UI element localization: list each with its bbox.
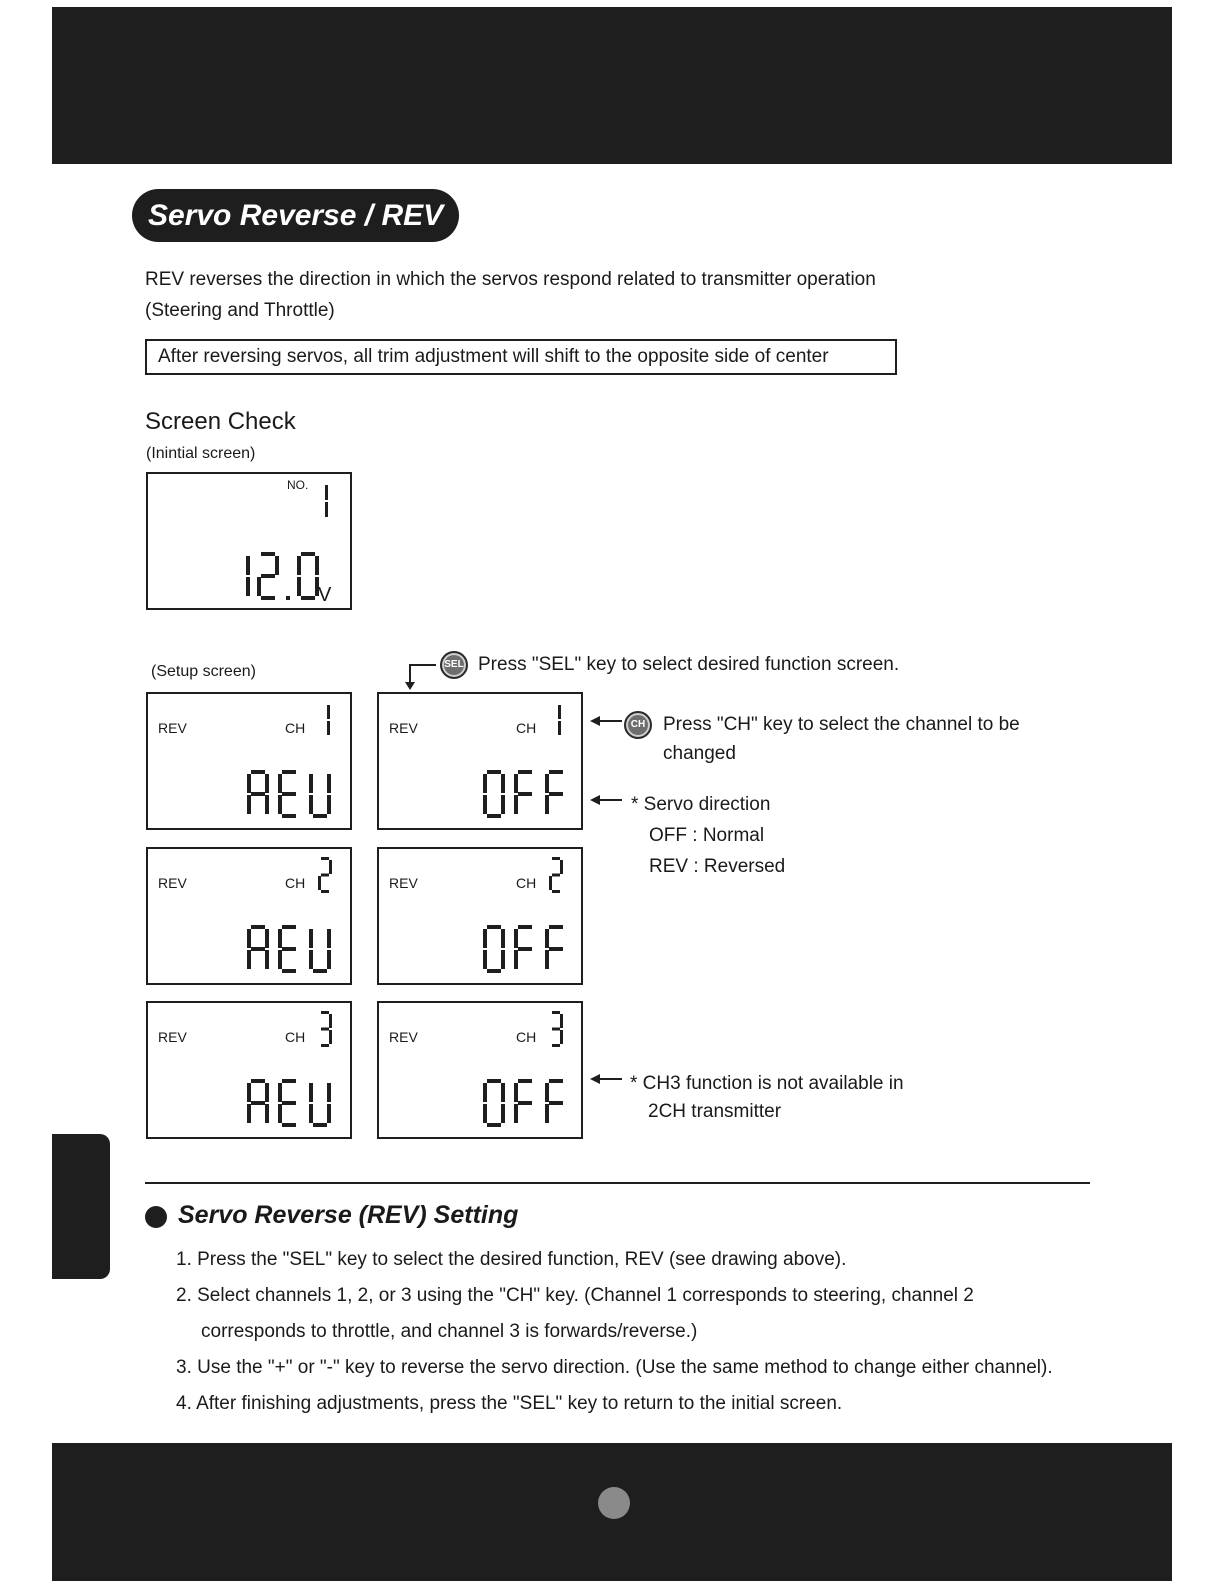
initial-screen-caption: (Inintial screen) [146, 445, 256, 462]
lcd-segment [251, 1101, 265, 1105]
lcd-segment [483, 950, 487, 969]
ch3-note-line-2: 2CH transmitter [648, 1101, 782, 1122]
lcd-segment [325, 502, 328, 517]
screen-label: REV [389, 720, 418, 736]
lcd-segment [487, 1079, 501, 1083]
section-title: Servo Reverse (REV) Setting [178, 1201, 519, 1229]
lcd-segment [487, 925, 501, 929]
ch-label: CH [285, 875, 306, 891]
intro-line-2: (Steering and Throttle) [145, 300, 335, 321]
lcd-segment [247, 950, 251, 969]
arrow-left-icon [590, 714, 624, 728]
step-item: 1. Press the "SEL" key to select the desired function, REV (see drawing above). [176, 1249, 847, 1270]
section-bullet-icon [145, 1206, 167, 1228]
lcd-segment [321, 890, 329, 893]
step-item: 3. Use the "+" or "-" key to reverse the servo direction. (Use the same method to change either channel). [176, 1357, 1053, 1378]
lcd-segment [309, 950, 313, 969]
ch-key-icon: CH [624, 711, 652, 739]
voltage-digits [228, 552, 326, 600]
lcd-segment [552, 1011, 560, 1014]
lcd-segment [321, 874, 329, 877]
lcd-segment [313, 1123, 327, 1127]
rev-value-digits [247, 1079, 340, 1127]
lcd-segment [549, 876, 552, 890]
lcd-segment [282, 1101, 296, 1105]
lcd-segment [327, 795, 331, 814]
lcd-segment [549, 770, 563, 774]
lcd-segment [321, 1028, 329, 1031]
lcd-segment [278, 795, 282, 814]
lcd-segment [483, 1104, 487, 1123]
lcd-segment [315, 556, 319, 575]
lcd-segment [487, 1123, 501, 1127]
lcd-segment [552, 1028, 560, 1031]
lcd-segment [278, 774, 282, 793]
sel-instruction: Press "SEL" key to select desired function screen. [478, 654, 900, 675]
lcd-segment [514, 929, 518, 948]
lcd-segment [514, 795, 518, 814]
lcd-segment [265, 1083, 269, 1102]
ch-number-digits [318, 1011, 338, 1047]
lcd-segment [251, 925, 265, 929]
lcd-segment [247, 929, 251, 948]
lcd-segment [501, 795, 505, 814]
lcd-segment [487, 969, 501, 973]
lcd-segment [514, 950, 518, 969]
lcd-segment [545, 774, 549, 793]
lcd-segment [545, 950, 549, 969]
lcd-segment [301, 552, 315, 556]
lcd-segment [247, 795, 251, 814]
section-side-tab [52, 1134, 110, 1279]
lcd-segment [282, 1123, 296, 1127]
lcd-segment [560, 860, 563, 874]
lcd-segment [275, 556, 279, 575]
lcd-segment [297, 556, 301, 575]
lcd-segment [327, 1104, 331, 1123]
lcd-segment [501, 774, 505, 793]
ch-instruction-line-1: Press "CH" key to select the channel to be [663, 714, 1020, 735]
lcd-segment [297, 577, 301, 596]
lcd-segment [286, 596, 290, 600]
servo-direction-rev: REV : Reversed [649, 856, 786, 877]
sel-key-icon: SEL [440, 651, 468, 679]
lcd-segment [251, 792, 265, 796]
lcd-segment [514, 1104, 518, 1123]
lcd-segment [261, 574, 275, 578]
lcd-segment [501, 1083, 505, 1102]
step-item: 2. Select channels 1, 2, or 3 using the "CH" key. (Channel 1 corresponds to steering, channel 2 [176, 1285, 974, 1306]
page-title: Servo Reverse / REV [132, 189, 459, 242]
ch-label: CH [285, 1029, 306, 1045]
lcd-segment [560, 1030, 563, 1044]
lcd-segment [329, 1030, 332, 1044]
screen-label: REV [389, 875, 418, 891]
lcd-segment [261, 552, 275, 556]
lcd-segment [514, 774, 518, 793]
lcd-segment [313, 814, 327, 818]
lcd-segment [318, 876, 321, 890]
lcd-segment [282, 969, 296, 973]
lcd-segment [545, 1083, 549, 1102]
lcd-segment [265, 929, 269, 948]
no-value-digits [316, 482, 334, 520]
lcd-segment [483, 1083, 487, 1102]
sel-bent-arrow-icon [400, 660, 440, 692]
lcd-segment [518, 1101, 532, 1105]
lcd-segment [246, 577, 250, 596]
lcd-segment [549, 1101, 563, 1105]
lcd-segment [251, 1079, 265, 1083]
lcd-segment [487, 814, 501, 818]
lcd-segment [282, 925, 296, 929]
lcd-segment [309, 795, 313, 814]
arrow-left-icon [590, 1072, 624, 1086]
ch-label: CH [516, 875, 537, 891]
lcd-segment [265, 1104, 269, 1123]
lcd-segment [282, 947, 296, 951]
lcd-segment [514, 1083, 518, 1102]
setup-lcd-screen [377, 692, 583, 830]
lcd-segment [278, 1104, 282, 1123]
setup-lcd-screen [377, 847, 583, 985]
lcd-segment [518, 770, 532, 774]
lcd-segment [483, 929, 487, 948]
lcd-segment [327, 929, 331, 948]
header-band [52, 7, 1172, 164]
voltage-unit: V [318, 584, 332, 606]
lcd-segment [247, 774, 251, 793]
screen-label: REV [158, 875, 187, 891]
lcd-segment [558, 721, 561, 735]
screen-label: REV [158, 720, 187, 736]
lcd-segment [545, 795, 549, 814]
arrow-left-icon [590, 793, 624, 807]
lcd-segment [282, 770, 296, 774]
lcd-segment [518, 925, 532, 929]
lcd-segment [246, 556, 250, 575]
lcd-segment [247, 1083, 251, 1102]
lcd-segment [282, 1079, 296, 1083]
step-item-continuation: corresponds to throttle, and channel 3 is forwards/reverse.) [201, 1321, 698, 1342]
off-value-digits [483, 770, 576, 818]
ch-number-digits [318, 702, 336, 738]
lcd-segment [309, 1083, 313, 1102]
lcd-segment [518, 792, 532, 796]
lcd-segment [282, 792, 296, 796]
lcd-segment [278, 950, 282, 969]
ch-number-digits [549, 857, 569, 893]
lcd-segment [309, 1104, 313, 1123]
lcd-segment [329, 860, 332, 874]
servo-direction-title: * Servo direction [631, 794, 771, 815]
lcd-segment [560, 1014, 563, 1028]
ch-label: CH [285, 720, 306, 736]
lcd-segment [321, 1044, 329, 1047]
lcd-segment [265, 774, 269, 793]
lcd-segment [309, 774, 313, 793]
lcd-segment [518, 947, 532, 951]
ch-label: CH [516, 1029, 537, 1045]
page-number-dot [598, 1487, 630, 1519]
ch-number-digits [549, 1011, 569, 1047]
lcd-segment [545, 1104, 549, 1123]
lcd-segment [518, 1079, 532, 1083]
lcd-segment [545, 929, 549, 948]
screen-label: REV [158, 1029, 187, 1045]
lcd-segment [327, 705, 330, 719]
lcd-segment [251, 770, 265, 774]
lcd-segment [327, 950, 331, 969]
rev-value-digits [247, 925, 340, 973]
ch-label: CH [516, 720, 537, 736]
lcd-segment [549, 925, 563, 929]
setup-lcd-screen [377, 1001, 583, 1139]
lcd-segment [327, 774, 331, 793]
lcd-segment [552, 874, 560, 877]
lcd-segment [501, 950, 505, 969]
lcd-segment [327, 721, 330, 735]
intro-text [145, 264, 876, 326]
setup-screen-caption: (Setup screen) [151, 663, 256, 680]
intro-line-1: REV reverses the direction in which the servos respond related to transmitter operation [145, 269, 876, 290]
lcd-segment [301, 596, 315, 600]
lcd-segment [487, 770, 501, 774]
rev-value-digits [247, 770, 340, 818]
setup-lcd-screen [146, 847, 352, 985]
lcd-segment [278, 929, 282, 948]
lcd-segment [549, 792, 563, 796]
lcd-segment [282, 814, 296, 818]
step-item: 4. After finishing adjustments, press the "SEL" key to return to the initial screen. [176, 1393, 843, 1414]
setup-lcd-screen [146, 692, 352, 830]
lcd-segment [265, 950, 269, 969]
lcd-segment [501, 1104, 505, 1123]
lcd-segment [309, 929, 313, 948]
lcd-segment [247, 1104, 251, 1123]
lcd-segment [552, 857, 560, 860]
setup-lcd-screen [146, 1001, 352, 1139]
lcd-segment [549, 947, 563, 951]
lcd-segment [321, 1011, 329, 1014]
ch-number-digits [318, 857, 338, 893]
lcd-segment [278, 1083, 282, 1102]
lcd-segment [313, 969, 327, 973]
ch3-note-line-1: * CH3 function is not available in [630, 1073, 904, 1094]
lcd-segment [325, 485, 328, 500]
screen-label: REV [389, 1029, 418, 1045]
lcd-segment [327, 1083, 331, 1102]
no-label: NO. [287, 478, 309, 492]
off-value-digits [483, 925, 576, 973]
lcd-segment [501, 929, 505, 948]
steps-list [176, 1242, 1053, 1422]
lcd-segment [321, 857, 329, 860]
ch-instruction-line-2: changed [663, 743, 736, 764]
lcd-segment [558, 705, 561, 719]
lcd-segment [257, 577, 261, 596]
lcd-segment [549, 1079, 563, 1083]
lcd-segment [483, 795, 487, 814]
servo-direction-off: OFF : Normal [649, 825, 765, 846]
lcd-segment [265, 795, 269, 814]
notice-box: After reversing servos, all trim adjustment will shift to the opposite side of center [145, 339, 897, 375]
lcd-segment [329, 1014, 332, 1028]
lcd-segment [251, 947, 265, 951]
lcd-segment [552, 890, 560, 893]
initial-lcd-screen [146, 472, 352, 610]
off-value-digits [483, 1079, 576, 1127]
lcd-segment [261, 596, 275, 600]
lcd-segment [552, 1044, 560, 1047]
section-divider [145, 1182, 1090, 1184]
ch-number-digits [549, 702, 567, 738]
screen-check-heading: Screen Check [145, 408, 296, 435]
lcd-segment [483, 774, 487, 793]
